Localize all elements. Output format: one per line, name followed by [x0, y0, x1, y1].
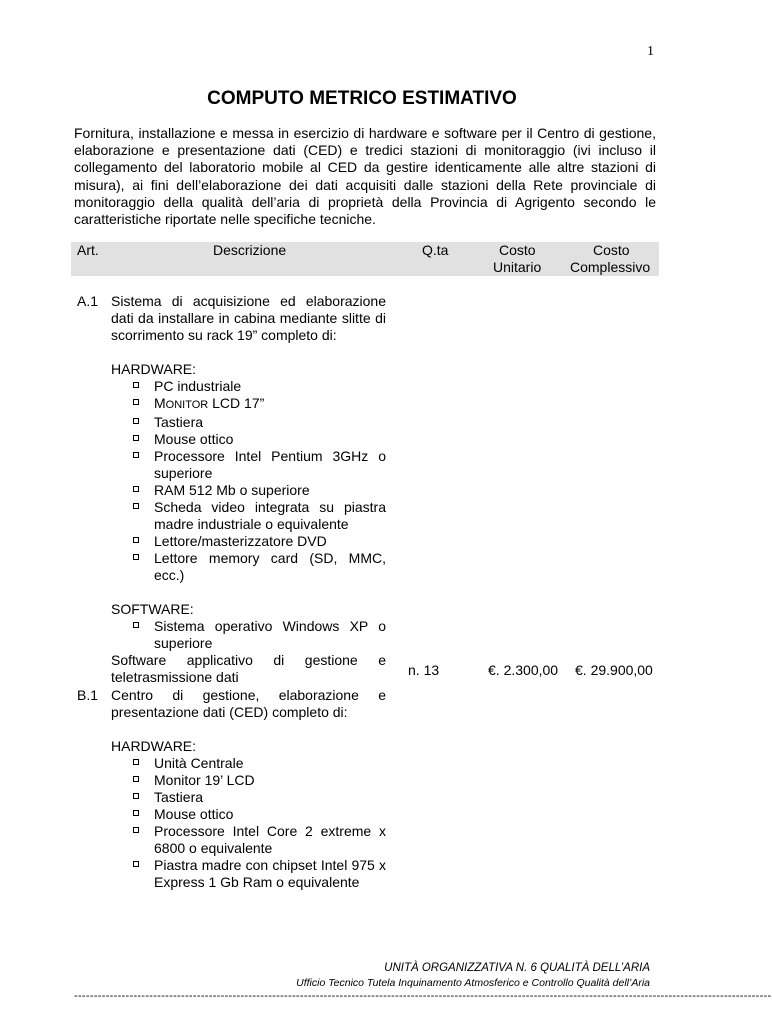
list-item: Processore Intel Core 2 extreme x 6800 o equivalente: [111, 823, 386, 857]
header-costo-unitario-2: Unitario: [493, 259, 542, 275]
checkbox-bullet-icon: [133, 554, 139, 560]
checkbox-bullet-icon: [133, 622, 139, 628]
list-item: RAM 512 Mb o superiore: [111, 482, 386, 499]
list-item: Unità Centrale: [111, 755, 386, 772]
header-qta: Q.ta: [422, 242, 449, 258]
item-code: A.1: [77, 293, 99, 309]
checkbox-bullet-icon: [133, 827, 139, 833]
list-item: Tastiera: [111, 414, 386, 431]
checkbox-bullet-icon: [133, 435, 139, 441]
checkbox-bullet-icon: [133, 759, 139, 765]
checkbox-bullet-icon: [133, 503, 139, 509]
checkbox-bullet-icon: [133, 776, 139, 782]
checkbox-bullet-icon: [133, 382, 139, 388]
checkbox-bullet-icon: [133, 452, 139, 458]
hardware-list: [111, 755, 386, 891]
checkbox-bullet-icon: [133, 537, 139, 543]
list-item: Monitor 19’ LCD: [111, 772, 386, 789]
item-unit-cost: €. 2.300,00: [488, 662, 559, 678]
item-description: [111, 687, 386, 891]
header-costo-unitario-1: Costo: [499, 242, 536, 258]
footer-divider: --------------------------------------------------------------------------------------------------------------------------------------------------------------------------------: [74, 990, 772, 1002]
item-intro: Centro di gestione, elaborazione e presentazione dati (CED) completo di:: [111, 687, 386, 720]
list-item: Processore Intel Pentium 3GHz o superiore: [111, 448, 386, 482]
list-item: Scheda video integrata su piastra madre industriale o equivalente: [111, 499, 386, 533]
item-code: B.1: [77, 687, 99, 703]
item-intro: Sistema di acquisizione ed elaborazione dati da installare in cabina mediante slitte di scorrimento su rack 19” completo di:: [111, 293, 386, 343]
list-item: Mouse ottico: [111, 806, 386, 823]
list-item: MONITOR LCD 17”: [111, 395, 386, 414]
checkbox-bullet-icon: [133, 399, 139, 405]
item-total-cost: €. 29.900,00: [575, 662, 653, 678]
intro-paragraph: Fornitura, installazione e messa in esercizio di hardware e software per il Centro di gestione, elaborazione e presentazione dati (CED) e tredici stazioni di monitoraggio (ivi incluso il collegamento del laboratorio mobile al CED da gestire identicamente alle altre stazioni di misura), ai fini dell’elaborazione dei dati acquisiti dalle stazioni della Rete provinciale di monitoraggio della qualità dell’aria di proprietà della Provincia di Agrigento secondo le caratteristiche riportate nelle specifiche tecniche.: [74, 125, 656, 228]
footer-office: Ufficio Tecnico Tutela Inquinamento Atmosferico e Controllo Qualità dell’Aria: [296, 977, 650, 989]
item-quantity: n. 13: [408, 662, 440, 678]
list-item: Sistema operativo Windows XP o superiore: [111, 618, 386, 652]
checkbox-bullet-icon: [133, 861, 139, 867]
document-title: COMPUTO METRICO ESTIMATIVO: [207, 88, 517, 109]
checkbox-bullet-icon: [133, 793, 139, 799]
header-costo-complessivo-1: Costo: [593, 242, 630, 258]
software-note: Software applicativo di gestione e teletrasmissione dati: [111, 652, 386, 685]
item-description: [111, 293, 386, 686]
header-descrizione: Descrizione: [213, 242, 287, 258]
hardware-label: HARDWARE:: [111, 738, 197, 754]
table-header: [71, 242, 659, 276]
list-item: PC industriale: [111, 378, 386, 395]
list-item: Lettore memory card (SD, MMC, ecc.): [111, 550, 386, 584]
software-label: SOFTWARE:: [111, 601, 194, 617]
list-item: Lettore/masterizzatore DVD: [111, 533, 386, 550]
list-item: Tastiera: [111, 789, 386, 806]
list-item: Piastra madre con chipset Intel 975 x Express 1 Gb Ram o equivalente: [111, 857, 386, 891]
hardware-list: [111, 378, 386, 584]
software-list: [111, 618, 386, 652]
page-number: 1: [647, 44, 654, 59]
checkbox-bullet-icon: [133, 418, 139, 424]
header-art: Art.: [77, 242, 99, 258]
footer-unit: UNITÀ ORGANIZZATIVA N. 6 QUALITÀ DELL’ARIA: [384, 962, 650, 974]
checkbox-bullet-icon: [133, 486, 139, 492]
checkbox-bullet-icon: [133, 810, 139, 816]
hardware-label: HARDWARE:: [111, 361, 197, 377]
list-item: Mouse ottico: [111, 431, 386, 448]
header-costo-complessivo-2: Complessivo: [570, 259, 651, 275]
